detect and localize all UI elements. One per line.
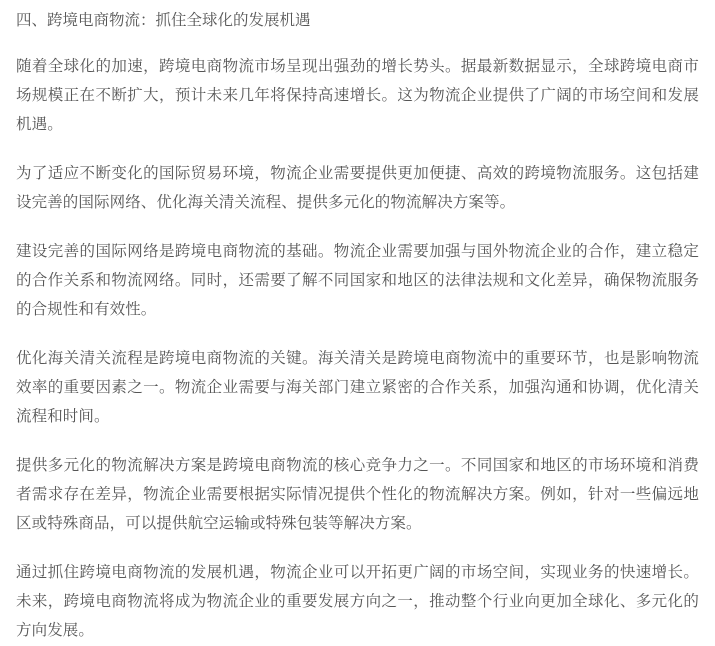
paragraph-6: 通过抓住跨境电商物流的发展机遇，物流企业可以开拓更广阔的市场空间，实现业务的快速增长。未来，跨境电商物流将成为物流企业的重要发展方向之一，推动整个行业向更加全球化、多元化的方向发展。 — [16, 563, 699, 639]
section-heading: 四、跨境电商物流：抓住全球化的发展机遇 — [16, 11, 311, 29]
paragraph-5: 提供多元化的物流解决方案是跨境电商物流的核心竞争力之一。不同国家和地区的市场环境和消费者需求存在差异，物流企业需要根据实际情况提供个性化的物流解决方案。例如，针对一些偏远地区或特殊商品，可以提供航空运输或特殊包装等解决方案。 — [16, 456, 699, 532]
paragraph-3: 建设完善的国际网络是跨境电商物流的基础。物流企业需要加强与国外物流企业的合作，建立稳定的合作关系和物流网络。同时，还需要了解不同国家和地区的法律法规和文化差异，确保物流服务的合规性和有效性。 — [16, 242, 699, 318]
paragraph-4: 优化海关清关流程是跨境电商物流的关键。海关清关是跨境电商物流中的重要环节，也是影响物流效率的重要因素之一。物流企业需要与海关部门建立紧密的合作关系，加强沟通和协调，优化清关流程和时间。 — [16, 349, 699, 425]
paragraph-1: 随着全球化的加速，跨境电商物流市场呈现出强劲的增长势头。据最新数据显示，全球跨境电商市场规模正在不断扩大，预计未来几年将保持高速增长。这为物流企业提供了广阔的市场空间和发展机遇。 — [16, 57, 699, 133]
paragraph-2: 为了适应不断变化的国际贸易环境，物流企业需要提供更加便捷、高效的跨境物流服务。这包括建设完善的国际网络、优化海关清关流程、提供多元化的物流解决方案等。 — [16, 164, 699, 211]
